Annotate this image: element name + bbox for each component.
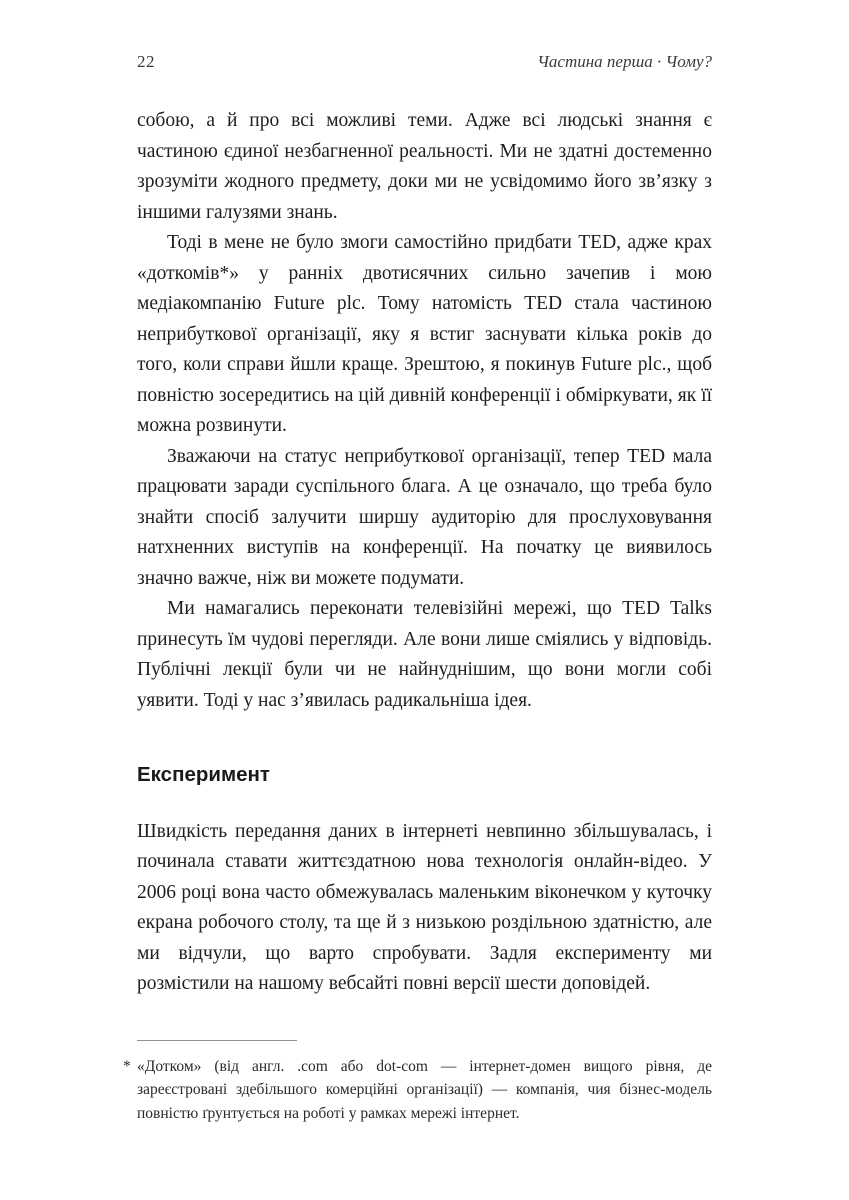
section-heading: Експеримент bbox=[137, 763, 270, 786]
page-body bbox=[137, 106, 712, 1000]
footnote-area bbox=[123, 1040, 712, 1126]
footnote-marker: * bbox=[123, 1057, 131, 1075]
body-paragraph: Швидкість передання даних в інтернеті невпинно збільшувалась, і починала ставати життєздатною нова технологія онлайн-відео. У 2006 році вона часто обмежувалась маленьким віконечком у куточку екрана робочого столу, та ще й з низькою роздільною здатністю, але ми відчули, що варто спробувати. Задля експерименту ми розмістили на нашому вебсайті повні версії шести доповідей. bbox=[137, 820, 712, 994]
running-title: Частина перша · Чому? bbox=[537, 52, 712, 71]
page-number: 22 bbox=[137, 52, 155, 71]
body-paragraph: Тоді в мене не було змоги самостійно придбати TED, адже крах «доткомів*» у ранніх двотисячних сильно зачепив і мою медіакомпанію Future plc. Тому натомість TED стала частиною неприбуткової організації, яку я встиг заснувати кілька років до того, коли справи йшли краще. Зрештою, я покинув Future plc., щоб повністю зосередитись на цій дивній конференції і обміркувати, як її можна розвинути. bbox=[137, 232, 712, 436]
footnote-text: «Дотком» (від англ. .com або dot-com — інтернет-домен вищого рівня, де зареєстровані здебільшого комерційні організації) — компанія, чия бізнес-модель повністю ґрунтується на роботі у рамках мережі інтернет. bbox=[137, 1057, 712, 1122]
page-header bbox=[137, 52, 712, 72]
body-paragraph: Зважаючи на статус неприбуткової організації, тепер TED мала працювати заради суспільного блага. А це означало, що треба було знайти спосіб залучити ширшу аудиторію для прослуховування натхненних виступів на конференції. На початку це виявилось значно важче, ніж ви можете подумати. bbox=[137, 445, 712, 589]
footnote-divider bbox=[137, 1040, 297, 1041]
footnote bbox=[123, 1055, 712, 1126]
body-paragraph: Ми намагались переконати телевізійні мережі, що TED Talks принесуть їм чудові перегляди. Але вони лише сміялись у відповідь. Публічні лекції були чи не найнуднішим, що вони могли собі уявити. Тоді у нас з’явилась радикальніша ідея. bbox=[137, 598, 712, 711]
body-paragraph: собою, а й про всі можливі теми. Адже всі людські знання є частиною єдиної незбагненної реальності. Ми не здатні достеменно зрозуміти жодного предмету, доки ми не усвідомимо його зв’язку з іншими галузями знань. bbox=[137, 110, 712, 223]
